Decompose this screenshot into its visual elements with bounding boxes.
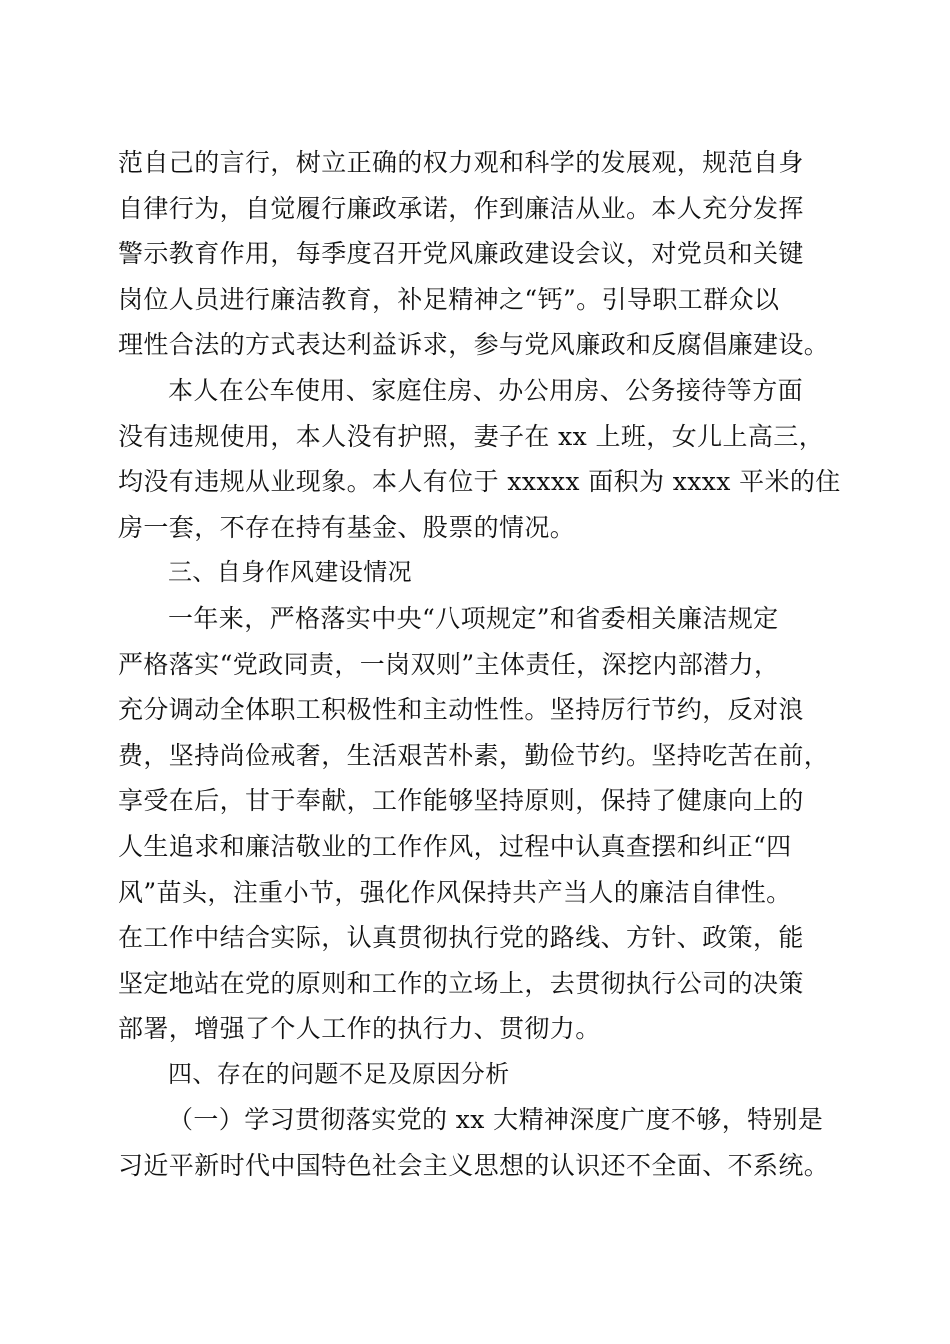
text-line: 习近平新时代中国特色社会主义思想的认识还不全面、不系统。 bbox=[118, 1151, 830, 1181]
text-line: 坚定地站在党的原则和工作的立场上，去贯彻执行公司的决策 bbox=[118, 968, 804, 998]
paragraph-start: （一）学习贯彻落实党的 xx 大精神深度广度不够，特别是 bbox=[168, 1105, 824, 1135]
section-heading-4: 四、存在的问题不足及原因分析 bbox=[168, 1059, 510, 1088]
text-line: 在工作中结合实际，认真贯彻执行党的路线、方针、政策，能 bbox=[118, 923, 804, 953]
text-line: 均没有违规从业现象。本人有位于 xxxxx 面积为 xxxx 平米的住 bbox=[118, 467, 841, 497]
document-body bbox=[118, 140, 841, 1189]
text-line: 人生追求和廉洁敬业的工作作风，过程中认真查摆和纠正“四 bbox=[118, 831, 792, 861]
paragraph-start: 一年来，严格落实中央“八项规定”和省委相关廉洁规定 bbox=[168, 603, 779, 633]
text-line: 警示教育作用，每季度召开党风廉政建设会议，对党员和关键 bbox=[118, 239, 804, 269]
text-line: 没有违规使用，本人没有护照，妻子在 xx 上班，女儿上高三， bbox=[118, 421, 825, 451]
text-line: 享受在后，甘于奉献，工作能够坚持原则，保持了健康向上的 bbox=[118, 786, 804, 816]
text-line: 自律行为，自觉履行廉政承诺，作到廉洁从业。本人充分发挥 bbox=[118, 193, 804, 223]
text-line: 风”苗头，注重小节，强化作风保持共产当人的廉洁自律性。 bbox=[118, 877, 792, 907]
text-line: 严格落实“党政同责，一岗双则”主体责任，深挖内部潜力， bbox=[118, 649, 780, 679]
text-line: 部署，增强了个人工作的执行力、贯彻力。 bbox=[118, 1014, 601, 1044]
text-line: 范自己的言行，树立正确的权力观和科学的发展观，规范自身 bbox=[118, 148, 804, 177]
text-line: 充分调动全体职工积极性和主动性性。坚持厉行节约，反对浪 bbox=[118, 695, 804, 725]
text-line: 费，坚持尚俭戒奢，生活艰苦朴素，勤俭节约。坚持吃苦在前， bbox=[118, 740, 830, 770]
text-line: 岗位人员进行廉洁教育，补足精神之“钙”。引导职工群众以 bbox=[118, 284, 780, 314]
text-line: 房一套，不存在持有基金、股票的情况。 bbox=[118, 512, 576, 542]
text-line: 理性合法的方式表达利益诉求，参与党风廉政和反腐倡廉建设。 bbox=[118, 330, 830, 360]
section-heading-3: 三、自身作风建设情况 bbox=[168, 558, 412, 587]
paragraph-start: 本人在公车使用、家庭住房、办公用房、公务接待等方面 bbox=[168, 375, 804, 405]
